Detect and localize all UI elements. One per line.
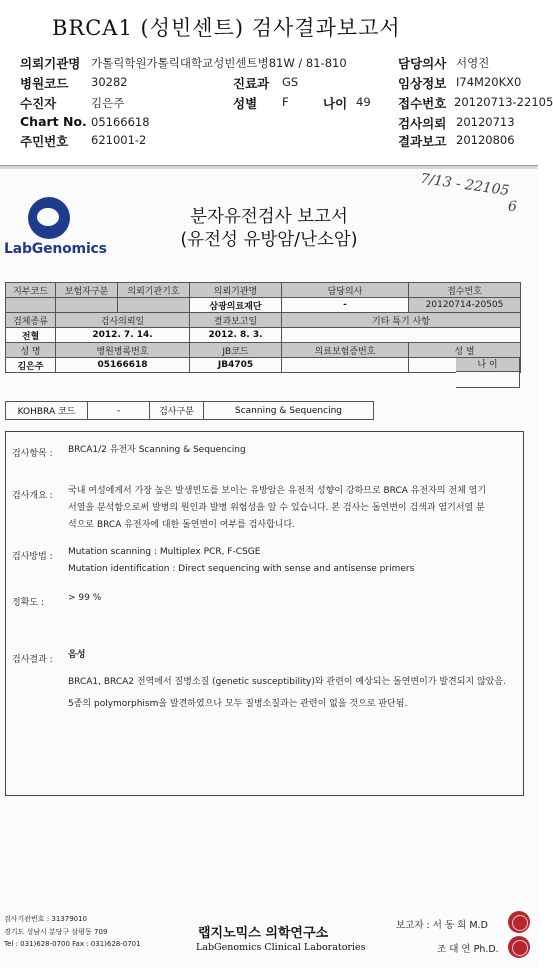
result-text — [68, 671, 518, 715]
table-cell — [6, 298, 56, 313]
report-body — [5, 431, 524, 796]
table-header-cell: JB코드 — [190, 343, 282, 358]
age-value: 49 — [356, 95, 371, 109]
overview-line: 석으로 BRCA 유전자에 대한 돌연변이 여부를 검사합니다. — [68, 520, 296, 530]
table-header-cell: 지부코드 — [6, 283, 56, 298]
receipt-no-value: 20120713-22105 — [454, 95, 553, 109]
overview-text — [68, 483, 518, 534]
table-cell-age — [456, 372, 520, 388]
chart-no-label: Chart No. — [20, 114, 87, 129]
table-header-cell: 병원병록번호 — [56, 343, 190, 358]
table-header-cell: 검사의뢰일 — [56, 313, 190, 328]
table-header-cell: 성 명 — [6, 343, 56, 358]
table-cell: 삼광의료재단 — [190, 298, 282, 313]
table-header-cell: 의뢰기관기호 — [118, 283, 190, 298]
scanned-report — [0, 169, 538, 968]
test-item-value: BRCA1/2 유전자 Scanning & Sequencing — [68, 445, 246, 455]
table-cell — [282, 328, 521, 343]
table-cell — [118, 298, 190, 313]
doctor-label: 담당의사 — [398, 56, 447, 71]
table-header-cell-age: 나 이 — [456, 357, 520, 372]
result-value: 음성 — [68, 650, 86, 660]
report-date-label: 결과보고 — [398, 134, 447, 149]
lab-address: 경기도 성남시 분당구 삼평동 709 — [4, 928, 108, 936]
reviewer-seal-icon — [508, 936, 530, 958]
overview-line: 서열을 분석함으로써 발병의 원인과 발병 위험성을 알 수 있습니다. 본 검사는 돌연변이 검색과 염기서열 분 — [68, 503, 485, 513]
table-row — [6, 298, 521, 313]
result-line: BRCA1, BRCA2 전역에서 질병소질 (genetic susceptibility)와 관련이 예상되는 돌연변이가 발견되지 않았음. — [68, 677, 506, 687]
table-cell — [282, 358, 409, 373]
department-label: 진료과 — [233, 76, 270, 91]
table-cell: 전혈 — [6, 328, 56, 343]
handwritten-note: 7/13 - 22105 — [419, 170, 511, 200]
age-label: 나이 — [323, 96, 348, 111]
method-text — [68, 544, 518, 578]
table-header-cell: 보험자구분 — [56, 283, 118, 298]
lab-phone: Tel : 031)628-0700 Fax : 031)628-0701 — [4, 940, 141, 948]
clinical-info-label: 임상정보 — [398, 76, 447, 91]
result-label: 검사결과 : — [12, 655, 53, 665]
table-header-cell: 담당의사 — [282, 283, 409, 298]
kohbra-table — [5, 401, 374, 420]
sex-value: F — [282, 95, 289, 109]
lab-name-en: LabGenomics Clinical Laboratories — [196, 942, 366, 953]
table-header-cell: 접수번호 — [409, 283, 521, 298]
accuracy-value: > 99 % — [68, 593, 102, 603]
reporter-signature: 보고자 : 서 동 희 M.D — [396, 920, 488, 931]
request-date-value: 20120713 — [456, 115, 515, 129]
doctor-value: 서영진 — [456, 56, 490, 70]
table-cell: 20120714-20505 — [409, 298, 521, 313]
table-row — [6, 283, 521, 298]
page-title: BRCA1 (성빈센트) 검사결과보고서 — [52, 16, 401, 40]
table-row — [6, 343, 521, 358]
table-cell: 김은주 — [6, 358, 56, 373]
lab-name-ko: 랩지노믹스 의학연구소 — [198, 926, 329, 941]
table-cell: 05166618 — [56, 358, 190, 373]
report-subtitle: (유전성 유방암/난소암) — [180, 230, 358, 250]
hospital-code-value: 30282 — [91, 75, 128, 89]
resident-no-value: 621001-2 — [91, 133, 147, 147]
report-date-value: 20120806 — [456, 133, 515, 147]
institution-value: 가톨릭학원가톨릭대학교성빈센트병81W / 81-810 — [91, 56, 347, 70]
table-cell — [56, 298, 118, 313]
overview-line: 국내 여성에게서 가장 높은 발생빈도를 보이는 유방암은 유전적 성향이 강하므로 BRCA 유전자의 전체 염기 — [68, 486, 487, 496]
table-cell: JB4705 — [190, 358, 282, 373]
table-row — [6, 402, 374, 420]
test-type-value: Scanning & Sequencing — [204, 402, 374, 420]
table-header-cell: 기타 특기 사항 — [282, 313, 521, 328]
method-label: 검사방법 : — [12, 552, 53, 562]
table-header-cell: 검체종류 — [6, 313, 56, 328]
sex-label: 성별 — [233, 96, 258, 111]
patient-info-table — [5, 282, 521, 373]
table-cell: 2012. 8. 3. — [190, 328, 282, 343]
result-header — [0, 0, 553, 165]
test-type-label: 검사구분 — [150, 402, 204, 420]
table-header-cell: 결과보고일 — [190, 313, 282, 328]
kohbra-value: - — [88, 402, 150, 420]
report-title: 분자유전검사 보고서 — [190, 207, 348, 227]
clinical-info-value: I74M20KX0 — [456, 75, 522, 89]
kohbra-label: KOHBRA 코드 — [6, 402, 88, 420]
hospital-code-label: 병원코드 — [20, 76, 69, 91]
handwritten-note-sub: 6 — [508, 199, 517, 215]
method-line: Mutation scanning : Multiplex PCR, F-CSGE — [68, 547, 261, 557]
test-item-label: 검사항목 : — [12, 449, 53, 459]
table-row — [6, 328, 521, 343]
table-header-cell: 의뢰기관명 — [190, 283, 282, 298]
table-row — [6, 313, 521, 328]
reporter-seal-icon — [508, 911, 530, 933]
reviewer-signature: 조 대 연 Ph.D. — [437, 944, 499, 955]
chart-no-value: 05166618 — [91, 115, 150, 129]
table-cell: - — [282, 298, 409, 313]
lab-reg-no: 검사기관번호 : 31379010 — [4, 915, 88, 923]
table-header-cell: 성 별 — [409, 343, 521, 358]
method-line: Mutation identification : Direct sequencing with sense and antisense primers — [68, 564, 415, 574]
resident-no-label: 주민번호 — [20, 134, 69, 149]
patient-value: 김은주 — [91, 96, 125, 110]
accuracy-label: 정확도 : — [12, 598, 44, 608]
institution-label: 의뢰기관명 — [20, 56, 81, 71]
table-header-cell: 의료보험증번호 — [282, 343, 409, 358]
result-line: 5종의 polymorphism을 발견하였으나 모두 질병소질과는 관련이 없을 것으로 판단됨. — [68, 699, 408, 709]
request-date-label: 검사의뢰 — [398, 116, 447, 131]
receipt-no-label: 접수번호 — [398, 96, 447, 111]
table-cell: 2012. 7. 14. — [56, 328, 190, 343]
overview-label: 검사개요 : — [12, 491, 53, 501]
patient-label: 수진자 — [20, 96, 57, 111]
department-value: GS — [282, 75, 299, 89]
table-row — [6, 358, 521, 373]
logo-text: LabGenomics — [4, 241, 107, 257]
